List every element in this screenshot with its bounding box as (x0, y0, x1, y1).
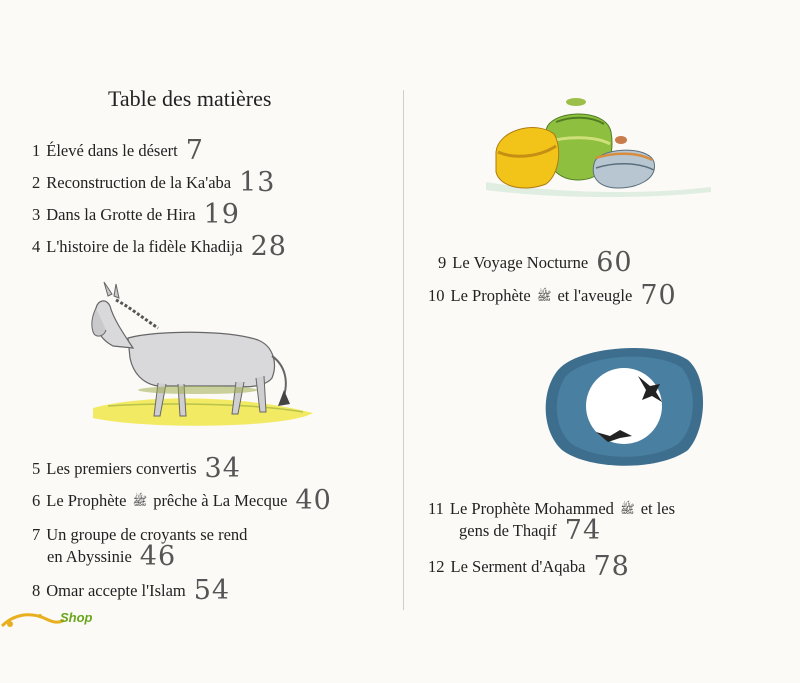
shop-logo-icon (0, 606, 110, 634)
toc-entry-page: 60 (596, 247, 633, 278)
toc-entry-title: Omar accepte l'Islam (46, 581, 186, 600)
salawat-symbol: ﷺ (132, 494, 148, 508)
donkey-illustration (88, 278, 318, 438)
toc-entry-title: Le Voyage Nocturne (452, 253, 589, 272)
toc-entry-12: 12 Le Serment d'Aqaba 78 (428, 551, 630, 582)
toc-entry-4: 4 L'histoire de la fidèle Khadija 28 (32, 231, 287, 262)
pottery-illustration (486, 92, 716, 202)
toc-entry-title: L'histoire de la fidèle Khadija (46, 237, 243, 256)
toc-entry-title: Dans la Grotte de Hira (46, 205, 196, 224)
toc-entry-page: 28 (250, 231, 287, 262)
toc-entry-page: 54 (193, 575, 231, 606)
night-sky-illustration (538, 340, 708, 470)
shop-logo-text: Shop (60, 610, 93, 625)
toc-entry-7: 7 Un groupe de croyants se rend en Abyssinie 46 (32, 525, 248, 572)
toc-entry-5: 5 Les premiers convertis 34 (32, 453, 241, 484)
toc-entry-11: 11 Le Prophète Mohammed ﷺ et les gens de Thaqif 74 (428, 499, 676, 546)
toc-entry-10: 10 Le Prophète ﷺ et l'aveugle 70 (428, 280, 677, 311)
toc-entry-1: 1 Élevé dans le désert 7 (32, 135, 204, 166)
toc-entry-3: 3 Dans la Grotte de Hira 19 (32, 199, 240, 230)
toc-entry-page: 78 (593, 551, 630, 582)
toc-entry-page: 70 (640, 280, 677, 311)
toc-entry-title: Élevé dans le désert (46, 141, 178, 160)
toc-entry-title: Le Serment d'Aqaba (450, 557, 586, 576)
toc-title: Table des matières (108, 86, 272, 111)
toc-entry-page: 46 (139, 541, 177, 572)
toc-entry-page: 74 (564, 515, 602, 546)
toc-entry-page: 34 (204, 453, 241, 484)
salawat-symbol: ﷺ (620, 502, 635, 516)
toc-entry-title: Les premiers convertis (46, 459, 197, 478)
toc-entry-page: 7 (185, 135, 204, 166)
toc-entry-6: 6 Le Prophète ﷺ prêche à La Mecque 40 (32, 485, 332, 516)
toc-entry-page: 13 (239, 167, 276, 198)
toc-entry-8: 8 Omar accepte l'Islam 54 (32, 575, 231, 606)
salawat-symbol: ﷺ (536, 289, 552, 303)
toc-entry-9: 9 Le Voyage Nocturne 60 (438, 247, 633, 278)
toc-entry-2: 2 Reconstruction de la Ka'aba 13 (32, 167, 276, 198)
toc-entry-page: 40 (295, 485, 332, 516)
page-gutter (403, 90, 404, 610)
toc-entry-page: 19 (203, 199, 240, 230)
toc-entry-title: Reconstruction de la Ka'aba (46, 173, 232, 192)
